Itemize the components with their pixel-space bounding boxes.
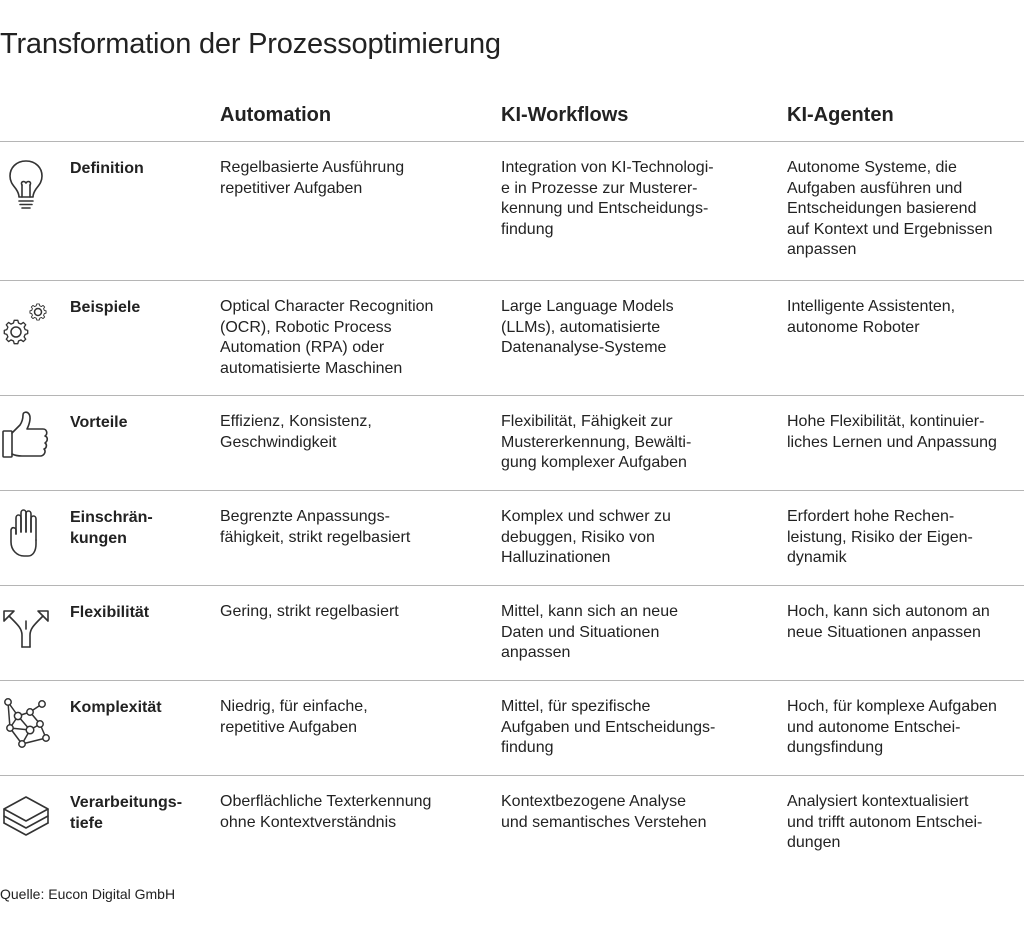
table-row-einschraenkungen: [0, 490, 1024, 585]
raised-hand-icon: [0, 504, 52, 560]
branching-arrows-icon: [0, 599, 52, 655]
cell-automation: Effizienz, Konsistenz, Geschwindigkeit: [220, 413, 372, 451]
page-title: Transformation der Prozessoptimierung: [0, 28, 501, 60]
cell-automation: Regelbasierte Ausführung repetitiver Aufgaben: [220, 159, 405, 197]
lightbulb-icon: [0, 155, 52, 211]
thumbs-up-icon: [0, 409, 52, 465]
cell-ki-workflows: Komplex und schwer zu debuggen, Risiko von Halluzinationen: [501, 508, 671, 567]
cell-ki-agenten: Erfordert hohe Rechen- leistung, Risiko der Eigen- dynamik: [787, 508, 973, 567]
cell-automation: Oberflächliche Texterkennung ohne Kontextverständnis: [220, 793, 432, 831]
column-header-ki-agenten: KI-Agenten: [787, 104, 894, 126]
table-row-komplexitaet: [0, 680, 1024, 775]
row-label: Verarbeitungs- tiefe: [70, 794, 183, 832]
cell-ki-agenten: Hoch, für komplexe Aufgaben und autonome Entschei- dungsfindung: [787, 698, 997, 757]
cell-ki-agenten: Analysiert kontextualisiert und trifft autonom Entschei- dungen: [787, 793, 983, 852]
column-header-automation: Automation: [220, 104, 332, 126]
gears-icon: [0, 294, 52, 350]
table-row-beispiele: [0, 280, 1024, 395]
row-label: Einschrän- kungen: [70, 509, 153, 547]
table-row-verarbeitungstiefe: [0, 775, 1024, 870]
cell-ki-workflows: Large Language Models (LLMs), automatisierte Datenanalyse-Systeme: [501, 298, 674, 357]
row-label: Beispiele: [70, 299, 141, 316]
source-note: Quelle: Eucon Digital GmbH: [0, 886, 176, 902]
cell-ki-workflows: Mittel, kann sich an neue Daten und Situationen anpassen: [501, 603, 678, 662]
cell-automation: Begrenzte Anpassungs- fähigkeit, strikt regelbasiert: [220, 508, 411, 546]
cell-automation: Niedrig, für einfache, repetitive Aufgaben: [220, 698, 368, 736]
row-label: Vorteile: [70, 414, 128, 431]
table-row-vorteile: [0, 395, 1024, 490]
layers-icon: [0, 789, 52, 845]
table-row-flexibilitaet: [0, 585, 1024, 680]
cell-ki-agenten: Hohe Flexibilität, kontinuier- liches Lernen und Anpassung: [787, 413, 997, 451]
cell-ki-workflows: Mittel, für spezifische Aufgaben und Entscheidungs- findung: [501, 698, 716, 757]
row-label: Flexibilität: [70, 604, 150, 621]
cell-automation: Optical Character Recognition (OCR), Robotic Process Automation (RPA) oder automatisierte Maschinen: [220, 298, 434, 377]
cell-ki-agenten: Intelligente Assistenten, autonome Roboter: [787, 298, 956, 336]
column-header-ki-workflows: KI-Workflows: [501, 104, 629, 126]
cell-ki-agenten: Autonome Systeme, die Aufgaben ausführen und Entscheidungen basierend auf Kontext und Ergebnissen anpassen: [787, 159, 993, 259]
cell-ki-workflows: Kontextbezogene Analyse und semantisches Verstehen: [501, 793, 707, 831]
cell-ki-agenten: Hoch, kann sich autonom an neue Situationen anpassen: [787, 603, 990, 641]
network-icon: [0, 694, 52, 750]
cell-automation: Gering, strikt regelbasiert: [220, 603, 399, 620]
cell-ki-workflows: Integration von KI-Technologi- e in Prozesse zur Musterer- kennung und Entscheidungs- findung: [501, 159, 714, 238]
row-label: Definition: [70, 160, 144, 177]
cell-ki-workflows: Flexibilität, Fähigkeit zur Mustererkennung, Bewälti- gung komplexer Aufgaben: [501, 413, 692, 472]
row-label: Komplexität: [70, 699, 162, 716]
table-row-definition: [0, 141, 1024, 280]
